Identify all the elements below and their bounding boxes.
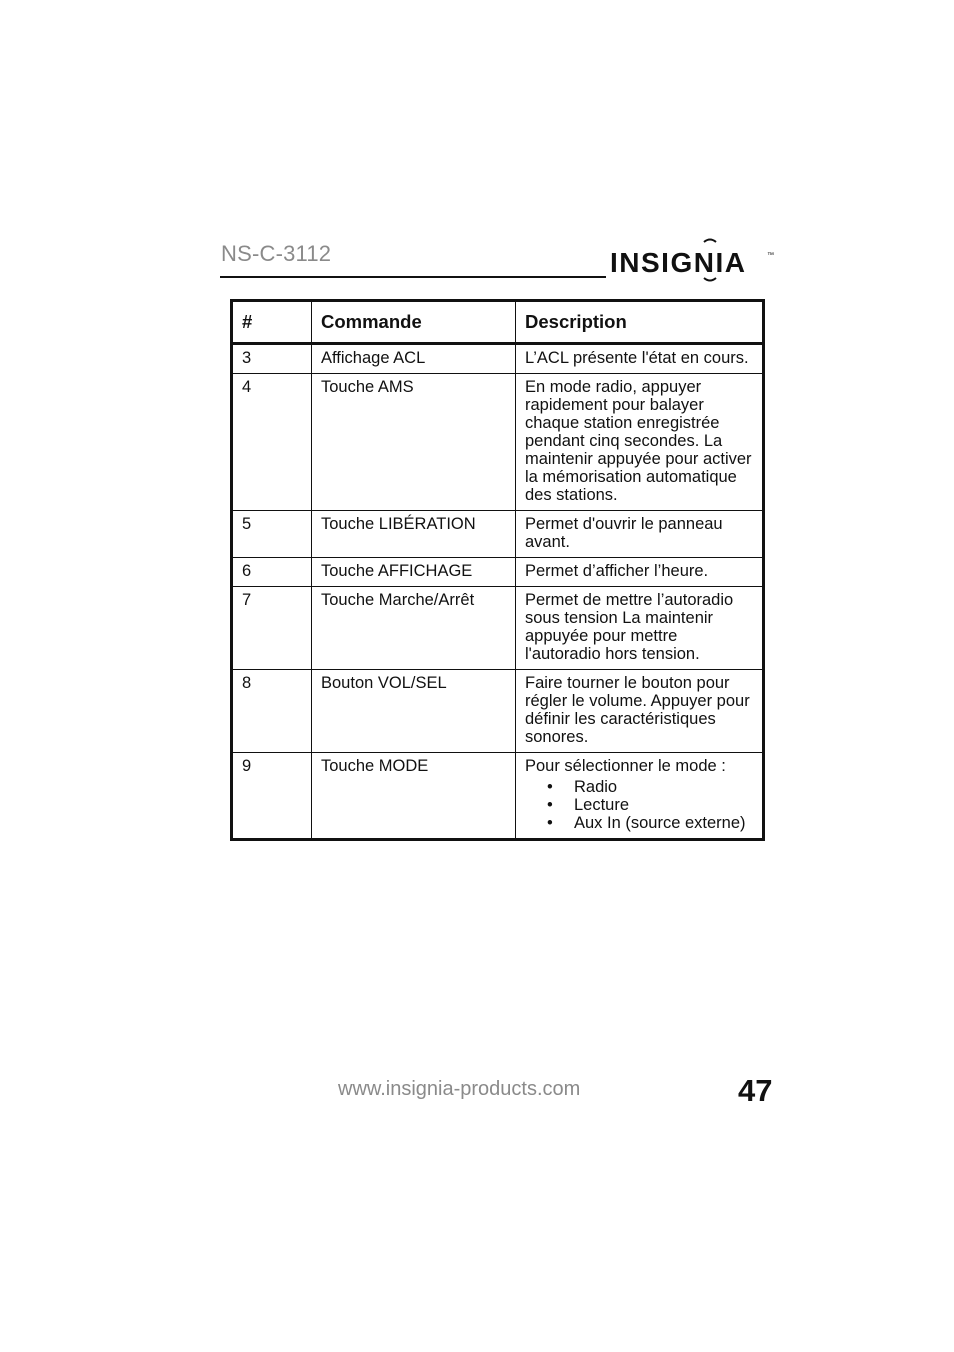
table-row (232, 511, 764, 558)
row-description: Permet d'ouvrir le panneau avant. (516, 511, 764, 558)
row-number: 4 (232, 374, 312, 511)
table-row (232, 558, 764, 587)
table-row (232, 374, 764, 511)
footer-url: www.insignia-products.com (338, 1078, 581, 1100)
insignia-logo (610, 236, 776, 284)
row-number: 8 (232, 670, 312, 753)
logo-accent-arc-icon (704, 240, 716, 243)
list-item (525, 814, 756, 832)
bullet-icon: • (547, 778, 553, 796)
row-description: Pour sélectionner le mode : (525, 757, 726, 775)
model-number: NS-C-3112 (221, 241, 332, 266)
table-row (232, 344, 764, 374)
controls-table (230, 299, 765, 841)
row-command: Touche MODE (312, 753, 516, 840)
list-item-label: Aux In (source externe) (574, 814, 746, 832)
row-description: En mode radio, appuyer rapidement pour balayer chaque station enregistrée pendant cinq secondes. La maintenir appuyée pour activer la mémorisation automatique des stations. (516, 374, 764, 511)
bullet-icon: • (547, 814, 553, 832)
list-item-label: Lecture (574, 796, 630, 814)
list-item-label: Radio (574, 778, 618, 796)
row-command: Affichage ACL (312, 344, 516, 374)
page-number: 47 (738, 1073, 773, 1108)
header-command: Commande (312, 301, 516, 344)
header-description: Description (516, 301, 764, 344)
row-description: L’ACL présente l'état en cours. (516, 344, 764, 374)
row-number: 9 (232, 753, 312, 840)
table-row (232, 587, 764, 670)
row-description: Permet d’afficher l’heure. (516, 558, 764, 587)
logo-accent-arc-lower-icon (704, 278, 716, 281)
trademark-symbol: ™ (767, 252, 774, 259)
row-command: Touche LIBÉRATION (312, 511, 516, 558)
list-item (525, 778, 756, 796)
row-description: Faire tourner le bouton pour régler le volume. Appuyer pour définir les caractéristiques sonores. (516, 670, 764, 753)
insignia-logo-text: INSIGNIA (610, 247, 747, 278)
row-number: 5 (232, 511, 312, 558)
table-header-row (232, 301, 764, 344)
row-number: 3 (232, 344, 312, 374)
header-number: # (232, 301, 312, 344)
row-description-with-list (516, 753, 764, 840)
table-row (232, 670, 764, 753)
list-item (525, 796, 756, 814)
bullet-icon: • (547, 796, 553, 814)
row-command: Touche AFFICHAGE (312, 558, 516, 587)
table-row (232, 753, 764, 840)
header-rule (220, 276, 606, 278)
row-command: Bouton VOL/SEL (312, 670, 516, 753)
row-command: Touche Marche/Arrêt (312, 587, 516, 670)
row-description: Permet de mettre l’autoradio sous tension La maintenir appuyée pour mettre l'autoradio hors tension. (516, 587, 764, 670)
row-number: 6 (232, 558, 312, 587)
row-command: Touche AMS (312, 374, 516, 511)
row-number: 7 (232, 587, 312, 670)
mode-list (525, 778, 756, 832)
